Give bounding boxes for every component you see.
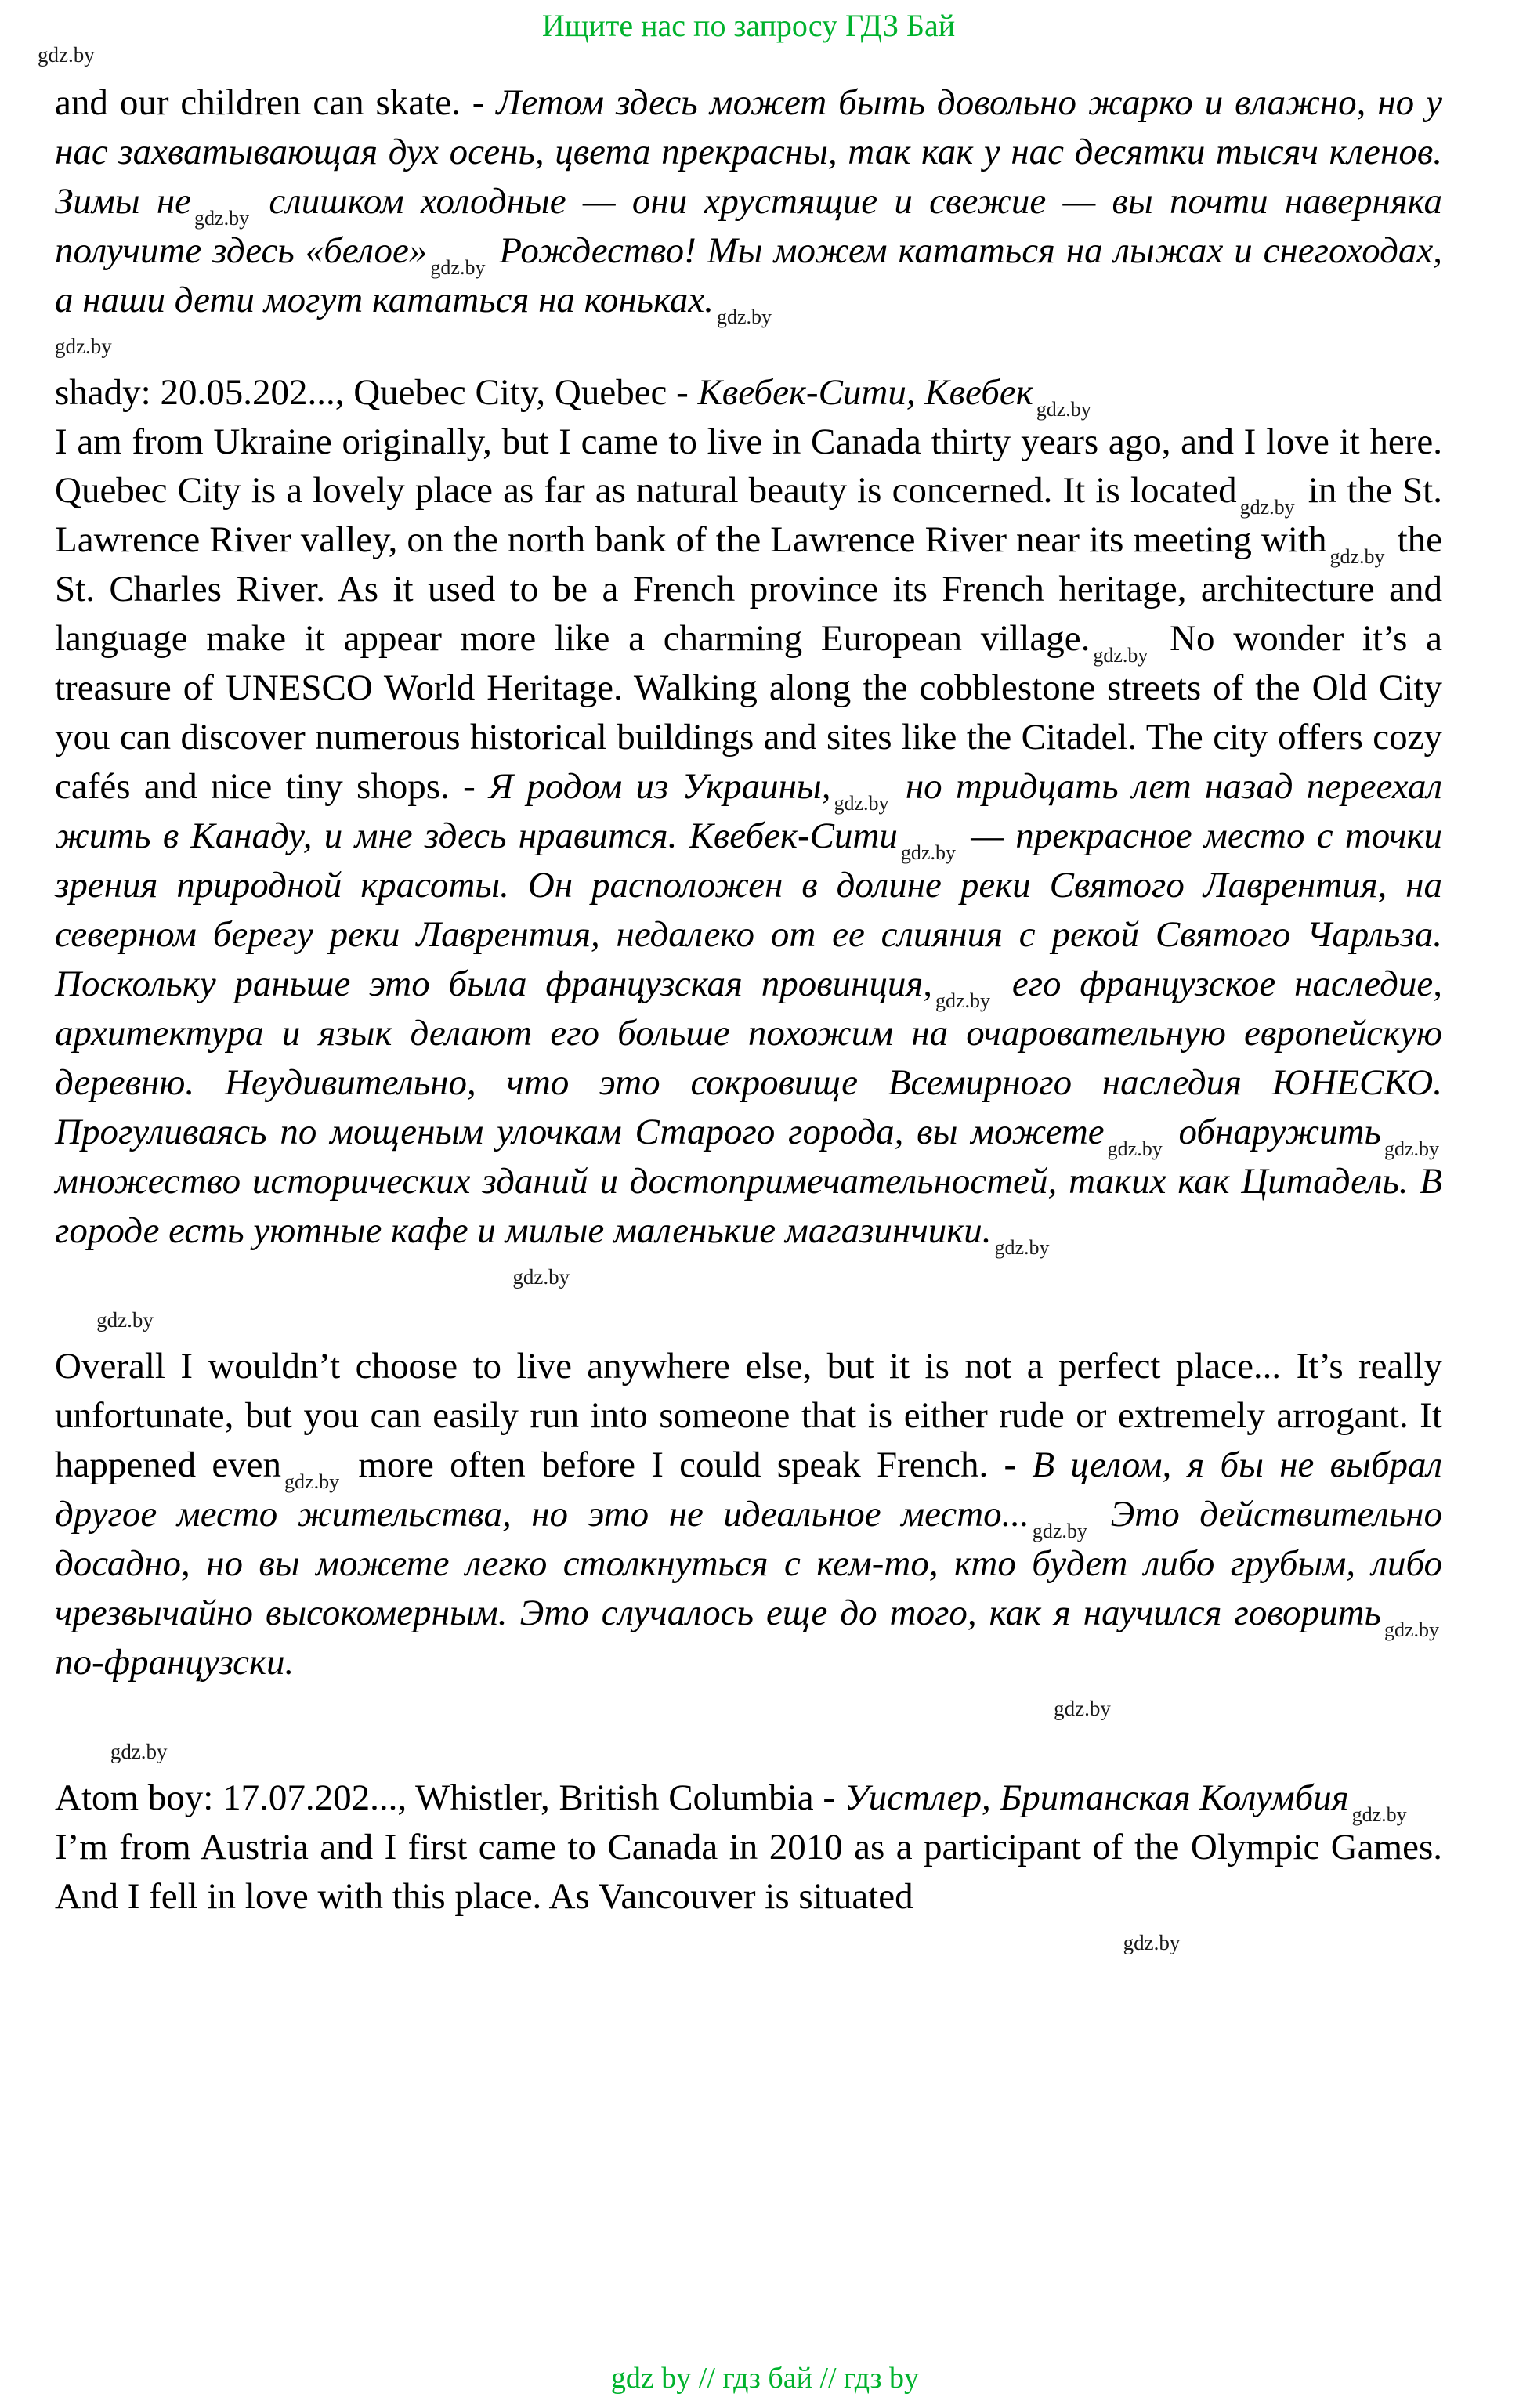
watermark-line: gdz.by <box>512 1264 570 1289</box>
document-content <box>55 78 1442 1965</box>
promo-header: Ищите нас по запросу ГДЗ Бай <box>541 8 956 43</box>
watermark-line: gdz.by <box>1054 1696 1111 1720</box>
text-run-english: and our children can skate. - <box>55 81 497 123</box>
text-run-english: Atom boy: 17.07.202..., Whistler, British Columbia - <box>55 1777 845 1818</box>
text-run-russian: множество исторических зданий и достопримечательностей, таких как Цитадель. В городе есть уютные кафе и милые маленькие магазинчики. <box>55 1161 1442 1251</box>
text-run-russian: Это действительно досадно, но вы можете легко столкнуться с кем-то, кто будет либо грубым, либо чрезвычайно высокомерным. Это случалось еще до того, как я научился говорить <box>55 1493 1442 1633</box>
text-run-russian: обнаружить <box>1165 1112 1381 1153</box>
text-run-russian: Я родом из Украины, <box>489 766 831 808</box>
paragraph: shady: 20.05.202..., Quebec City, Quebec - Квебек-Сити, Квебек gdz.by <box>55 371 1091 421</box>
paragraph <box>55 1823 1442 1922</box>
text-run-russian: Уистлер, Британская Колумбия <box>844 1777 1349 1818</box>
text-run-russian: но тридцать лет назад переехал жить в Канаду, и мне здесь нравится. Квебек-Сити <box>55 766 1442 857</box>
text-run-russian: слишком холодные — они хрустящие и свежие — вы почти наверняка получите здесь «белое» <box>55 180 1442 271</box>
text-run-english: shady: 20.05.202..., Quebec City, Quebec - <box>55 371 698 413</box>
text-run-russian: Квебек-Сити, Квебек <box>697 371 1033 413</box>
text-run-russian: Рождество! Мы можем кататься на лыжах и снегоходах, а наши дети могут кататься на коньках. <box>55 230 1442 320</box>
text-run-russian: Летом здесь может быть довольно жарко и влажно, но у нас захватывающая дух осень, цвета прекрасны, так как у нас десятки тысяч кленов. Зимы не <box>55 81 1442 222</box>
text-run-russian: по-французски. <box>55 1641 295 1683</box>
paragraph: and our children can skate. - Летом здесь может быть довольно жарко и влажно, но у нас захватывающая дух осень, цвета прекрасны, так как у нас десятки тысяч кленов. Зимы не gdz.by слишком холодные — они хрустящие и свежие — вы почти наверняка получите здесь «белое» gdz.by Рождество! Мы можем кататься на лыжах и снегоходах, а наши дети могут кататься на коньках. gdz.by <box>55 81 1442 328</box>
promo-footer: gdz by // гдз бай // гдз by <box>610 2362 920 2395</box>
text-run-russian: В целом, я бы не выбрал другое место жительства, но это не идеальное место... <box>55 1444 1442 1535</box>
watermark-line: gdz.by <box>55 334 112 358</box>
watermark-top-left: gdz.by <box>38 43 95 67</box>
text-run-russian: — прекрасное место с точки зрения природной красоты. Он расположен в долине реки Святого Лаврентия, на северном берегу реки Лаврентия, недалеко от ее слияния с рекой Святого Чарльза. Поскольку раньше это была французская провинция, <box>55 815 1442 1005</box>
text-run-russian: его французское наследие, архитектура и язык делают его больше похожим на очаровательную европейскую деревню. Неудивительно, что это сокровище Всемирного наследия ЮНЕСКО. Прогуливаясь по мощеным улочкам Старого города, вы можете <box>55 964 1442 1153</box>
watermark-line: gdz.by <box>110 1739 168 1763</box>
paragraph: I am from Ukraine originally, but I came to live in Canada thirty years ago, and I love it here. Quebec City is a lovely place as far as natural beauty is concerned. It is located gdz.by in the St. Lawrence River valley, on the north bank of the Lawrence River near its meeting with gdz.by the St. Charles River. As it used to be a French province its French heritage, architecture and language make it appear more like a charming European village. gdz.by No wonder it’s a treasure of UNESCO World Heritage. Walking along the cobblestone streets of the Old City you can discover numerous historical buildings and sites like the Citadel. The city offers cozy cafés and nice tiny shops. - Я родом из Украины, gdz.by но тридцать лет назад переехал жить в Канаду, и мне здесь нравится. Квебек-Сити gdz.by — прекрасное место с точки зрения природной красоты. Он расположен в долине реки Святого Лаврентия, на северном берегу реки Лаврентия, недалеко от ее слияния с рекой Святого Чарльза. Поскольку раньше это была французская провинция, gdz.by его французское наследие, архитектура и язык делают его больше похожим на очаровательную европейскую деревню. Неудивительно, что это сокровище Всемирного наследия ЮНЕСКО. Прогуливаясь по мощеным улочкам Старого города, вы можете gdz.by обнаружить gdz.by множество исторических зданий и достопримечательностей, таких как Цитадель. В городе есть уютные кафе и милые маленькие магазинчики. gdz.by <box>55 421 1442 1259</box>
text-run-english: No wonder it’s a treasure of UNESCO World Heritage. Walking along the cobblestone streets of the Old City you can discover numerous historical buildings and sites like the Citadel. The city offers cozy cafés and nice tiny shops. - <box>55 618 1442 808</box>
paragraph: Overall I wouldn’t choose to live anywhere else, but it is not a perfect place... It’s really unfortunate, but you can easily run into someone that is either rude or extremely arrogant. It happened even gdz.by more often before I could speak French. - В целом, я бы не выбрал другое место жительства, но это не идеальное место... gdz.by Это действительно досадно, но вы можете легко столкнуться с кем-то, кто будет либо грубым, либо чрезвычайно высокомерным. Это случалось еще до того, как я научился говорить gdz.by по-французски. <box>55 1345 1442 1683</box>
text-run-english: in the St. Lawrence River valley, on the north bank of the Lawrence River near its meeting with <box>55 470 1442 561</box>
text-run-english: Overall I wouldn’t choose to live anywhere else, but it is not a perfect place... It’s really unfortunate, but you can easily run into someone that is either rude or extremely arrogant. It happened even <box>55 1345 1442 1485</box>
text-run-english: the St. Charles River. As it used to be a French province its French heritage, architecture and language make it appear more like a charming European village. <box>55 519 1442 660</box>
watermark-line: gdz.by <box>1123 1930 1181 1954</box>
text-run-english: I am from Ukraine originally, but I came to live in Canada thirty years ago, and I love it here. Quebec City is a lovely place as far as natural beauty is concerned. It is located <box>55 421 1442 512</box>
text-run-english: more often before I could speak French. - <box>342 1444 1033 1485</box>
text-run-english: I’m from Austria and I first came to Canada in 2010 as a participant of the Olympic Games. And I fell in love with this place. As Vancouver is situated <box>55 1826 1442 1917</box>
paragraph: Atom boy: 17.07.202..., Whistler, British Columbia - Уистлер, Британская Колумбия gdz.by <box>55 1777 1407 1826</box>
watermark-line: gdz.by <box>96 1307 154 1332</box>
